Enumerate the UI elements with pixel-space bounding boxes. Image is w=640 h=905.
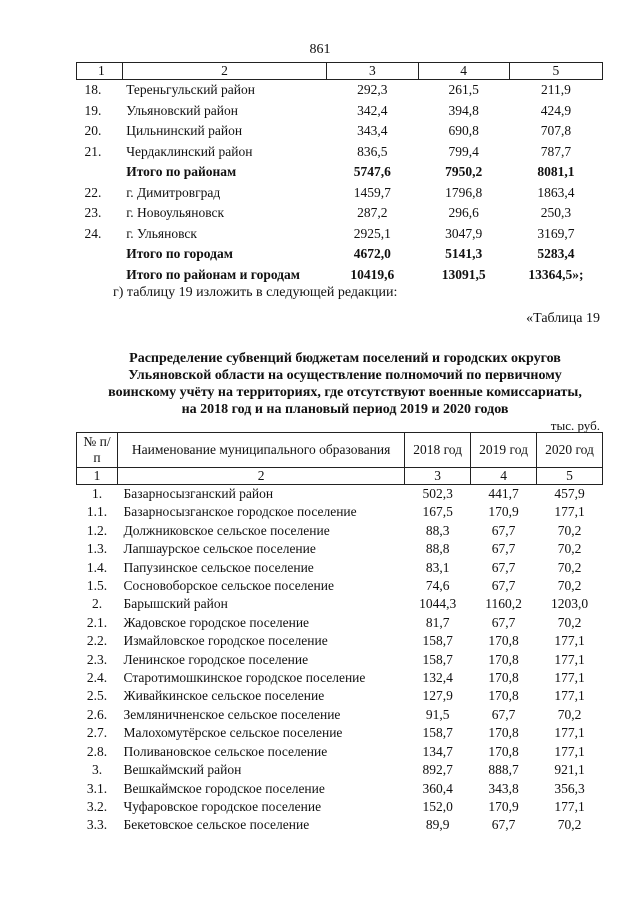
value-cell: 67,7 (491, 522, 516, 538)
table-row (77, 595, 603, 613)
value-cell: 70,2 (557, 578, 582, 594)
table-row (77, 203, 603, 224)
value-cell: 836,5 (357, 143, 388, 159)
row-name: Сосновоборское сельское поселение (123, 578, 334, 594)
row-name: Итого по городам (126, 246, 233, 261)
value-cell: 3047,9 (445, 225, 483, 241)
value-cell: 424,9 (540, 102, 572, 118)
value-cell: 177,1 (554, 504, 585, 520)
row-number: 1.3. (86, 541, 108, 557)
table-row (77, 577, 603, 595)
table-row (77, 485, 603, 504)
value-cell: 261,5 (448, 82, 479, 97)
value-cell: 67,7 (491, 614, 516, 630)
row-number: 1. (91, 486, 103, 501)
row-name: г. Димитровград (126, 184, 221, 200)
value-cell: 170,8 (488, 688, 519, 704)
instruction-text: г) таблицу 19 изложить в следующей редакции: (113, 285, 398, 300)
column-index-row (77, 468, 603, 485)
subvention-table (76, 432, 603, 835)
row-number: 3.1. (86, 780, 108, 796)
value-cell: 70,2 (557, 817, 582, 833)
value-cell: 13364,5»; (528, 266, 584, 282)
row-number: 2.1. (86, 614, 108, 630)
row-name: г. Ульяновск (126, 225, 197, 241)
value-cell: 3169,7 (537, 225, 575, 241)
value-cell: 356,3 (554, 780, 585, 796)
row-number: 2.8. (86, 743, 108, 759)
row-number: 2.6. (86, 706, 108, 722)
value-cell: 70,2 (557, 541, 582, 557)
value-cell: 74,6 (425, 578, 450, 594)
continued-table-header (77, 63, 603, 80)
value-cell: 1203,0 (550, 596, 589, 612)
header-2020: 2020 год (537, 433, 603, 468)
row-number: 24. (84, 225, 102, 241)
value-cell: 13091,5 (441, 266, 486, 282)
value-cell: 158,7 (422, 725, 453, 741)
table-row (77, 183, 603, 204)
table-row (77, 265, 603, 286)
value-cell: 67,7 (491, 817, 516, 833)
value-cell: 799,4 (448, 143, 479, 159)
value-cell: 10419,6 (350, 266, 395, 282)
row-number: 2.7. (86, 725, 108, 741)
row-name: Вешкаймское городское поселение (123, 780, 325, 796)
value-cell: 360,4 (422, 780, 453, 796)
title-line: воинскому учёту на территориях, где отсутствуют военные комиссариаты, (108, 385, 582, 400)
value-cell: 70,2 (557, 706, 582, 722)
row-name: Живайкинское сельское поселение (123, 688, 325, 704)
table-row (77, 780, 603, 798)
value-cell: 134,7 (422, 743, 453, 759)
value-cell: 1160,2 (485, 596, 522, 612)
value-cell: 152,0 (422, 798, 453, 814)
row-number: 1.2. (86, 522, 108, 538)
value-cell: 892,7 (422, 762, 453, 778)
table-row (77, 706, 603, 724)
table-row (77, 101, 603, 122)
table-row (77, 244, 603, 265)
value-cell: 921,1 (554, 762, 585, 778)
row-name: Чуфаровское городское поселение (123, 798, 322, 814)
table-label: «Таблица 19 (526, 311, 600, 326)
continued-table (76, 62, 603, 285)
value-cell: 441,7 (488, 486, 519, 501)
value-cell: 211,9 (540, 82, 571, 97)
row-name: Цильнинский район (126, 123, 243, 138)
header-name: Наименование муниципального образования (118, 433, 405, 468)
value-cell: 5283,4 (537, 246, 575, 261)
header-cell: 3 (327, 63, 418, 80)
table-row (77, 142, 603, 163)
table-row (77, 687, 603, 705)
table-row (77, 224, 603, 245)
title-line: Ульяновской области на осуществление полномочий по первичному (128, 368, 562, 383)
value-cell: 177,1 (554, 670, 585, 686)
row-number: 19. (84, 102, 102, 118)
value-cell: 170,8 (488, 633, 519, 649)
row-name: Ленинское городское поселение (123, 651, 309, 667)
row-name: Папузинское сельское поселение (123, 559, 314, 575)
value-cell: 83,1 (425, 559, 450, 575)
value-cell: 177,1 (554, 798, 585, 814)
value-cell: 158,7 (422, 651, 453, 667)
value-cell: 343,8 (488, 780, 519, 796)
row-number: 2. (91, 596, 103, 612)
value-cell: 67,7 (491, 706, 516, 722)
table-row (77, 540, 603, 558)
row-name: Барышский район (123, 596, 228, 612)
value-cell: 88,3 (425, 522, 450, 538)
row-name: Итого по районам (126, 164, 237, 179)
value-cell: 5747,6 (353, 164, 391, 179)
row-name: Старотимошкинское городское поселение (123, 670, 366, 686)
value-cell: 8081,1 (537, 164, 575, 179)
row-name: Итого по районам и городам (126, 266, 300, 282)
value-cell: 1044,3 (419, 596, 457, 612)
row-name: Поливановское сельское поселение (123, 743, 328, 759)
value-cell: 170,8 (488, 743, 519, 759)
row-name: Земляничненское сельское поселение (123, 706, 341, 722)
row-number (77, 162, 123, 183)
row-name: Вешкаймский район (123, 762, 242, 778)
value-cell: 67,7 (491, 559, 516, 575)
value-cell: 177,1 (554, 725, 585, 741)
row-number: 3.2. (86, 798, 108, 814)
value-cell: 88,8 (425, 541, 450, 557)
row-name: Бекетовское сельское поселение (123, 817, 310, 833)
title-line: Распределение субвенций бюджетам поселений и городских округов (129, 351, 561, 366)
value-cell: 292,3 (357, 82, 388, 97)
value-cell: 167,5 (422, 504, 453, 520)
row-name: Должниковское сельское поселение (123, 522, 330, 538)
value-cell: 177,1 (554, 633, 585, 649)
value-cell: 394,8 (448, 102, 479, 118)
row-number: 2.5. (86, 688, 108, 704)
value-cell: 170,9 (488, 504, 519, 520)
value-cell: 502,3 (422, 486, 453, 501)
row-number: 23. (84, 205, 102, 220)
value-cell: 690,8 (448, 123, 479, 138)
row-name: Чердаклинский район (126, 143, 253, 159)
table-row (77, 80, 603, 101)
header-cell: 2 (122, 63, 327, 80)
row-name: Базарносызганский район (123, 486, 274, 501)
header-num: № п/п (77, 433, 118, 468)
value-cell: 7950,2 (445, 164, 483, 179)
row-number: 1.4. (86, 559, 108, 575)
value-cell: 177,1 (554, 651, 585, 667)
table-row (77, 503, 603, 521)
table-row (77, 614, 603, 632)
subvention-table-header (77, 433, 603, 468)
row-name: Малохомутёрское сельское поселение (123, 725, 343, 741)
value-cell: 5141,3 (445, 246, 483, 261)
row-name: Тереньгульский район (126, 82, 255, 97)
table-title (0, 350, 640, 418)
value-cell: 91,5 (425, 706, 450, 722)
value-cell: 89,9 (425, 817, 450, 833)
table-row (77, 559, 603, 577)
row-name: г. Новоульяновск (126, 205, 225, 220)
row-name: Измайловское городское поселение (123, 633, 328, 649)
table-row (77, 816, 603, 834)
value-cell: 1459,7 (353, 184, 391, 200)
value-cell: 1796,8 (445, 184, 483, 200)
index-cell: 1 (77, 468, 118, 485)
row-number (77, 265, 123, 286)
row-name: Базарносызганское городское поселение (123, 504, 357, 520)
title-line: на 2018 год и на плановый период 2019 и 2020 годов (181, 402, 509, 417)
table-row (77, 743, 603, 761)
table-row (77, 724, 603, 742)
row-number: 21. (84, 143, 102, 159)
value-cell: 67,7 (491, 578, 516, 594)
value-cell: 342,4 (357, 102, 388, 118)
value-cell: 888,7 (488, 762, 519, 778)
value-cell: 170,8 (488, 651, 519, 667)
table-row (77, 632, 603, 650)
value-cell: 296,6 (448, 205, 479, 220)
value-cell: 70,2 (557, 522, 582, 538)
row-name: Жадовское городское поселение (123, 614, 310, 630)
row-number: 22. (84, 184, 102, 200)
index-cell: 5 (537, 468, 603, 485)
row-name: Лапшаурское сельское поселение (123, 541, 316, 557)
index-cell: 4 (471, 468, 537, 485)
value-cell: 4672,0 (353, 246, 391, 261)
row-number: 2.2. (86, 633, 108, 649)
value-cell: 177,1 (554, 743, 585, 759)
value-cell: 177,1 (554, 688, 585, 704)
value-cell: 457,9 (554, 486, 585, 501)
value-cell: 132,4 (422, 670, 453, 686)
value-cell: 2925,1 (353, 225, 391, 241)
value-cell: 158,7 (422, 633, 453, 649)
page-number: 861 (309, 42, 331, 57)
value-cell: 250,3 (540, 205, 572, 220)
value-cell: 81,7 (425, 614, 450, 630)
table-row (77, 761, 603, 779)
table-row (77, 798, 603, 816)
value-cell: 170,9 (488, 798, 519, 814)
value-cell: 170,8 (488, 725, 519, 741)
value-cell: 1863,4 (537, 184, 575, 200)
header-cell: 5 (509, 63, 602, 80)
row-number: 1.5. (86, 578, 108, 594)
row-number: 20. (84, 123, 102, 138)
value-cell: 127,9 (422, 688, 453, 704)
value-cell: 70,2 (557, 614, 582, 630)
table-row (77, 121, 603, 142)
header-2019: 2019 год (471, 433, 537, 468)
row-number: 2.4. (86, 670, 108, 686)
value-cell: 67,7 (491, 541, 516, 557)
index-cell: 3 (405, 468, 471, 485)
row-name: Ульяновский район (126, 102, 238, 118)
row-number: 2.3. (86, 651, 108, 667)
row-number: 3.3. (86, 817, 108, 833)
row-number: 3. (91, 762, 103, 778)
row-number: 1.1. (86, 504, 108, 520)
value-cell: 287,2 (357, 205, 388, 220)
header-cell: 1 (77, 63, 123, 80)
value-cell: 787,7 (540, 143, 572, 159)
table-row (77, 669, 603, 687)
header-2018: 2018 год (405, 433, 471, 468)
row-number: 18. (84, 82, 102, 97)
index-cell: 2 (118, 468, 405, 485)
value-cell: 170,8 (488, 670, 519, 686)
table-row (77, 522, 603, 540)
value-cell: 707,8 (540, 123, 572, 138)
table-row (77, 162, 603, 183)
table-row (77, 651, 603, 669)
units-label: тыс. руб. (550, 418, 600, 433)
value-cell: 343,4 (357, 123, 388, 138)
value-cell: 70,2 (557, 559, 582, 575)
header-cell: 4 (418, 63, 509, 80)
row-number (77, 244, 123, 265)
